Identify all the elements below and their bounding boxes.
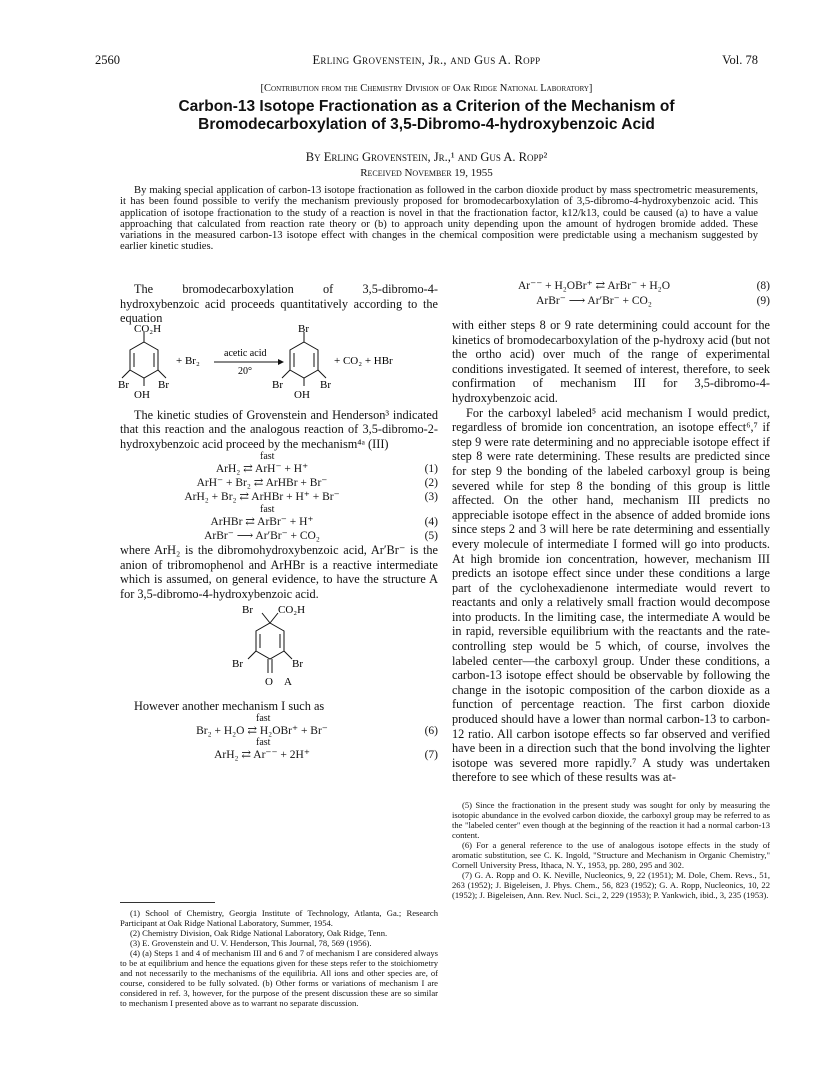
right-equations xyxy=(452,279,770,308)
reaction-scheme xyxy=(118,322,438,408)
title-line-1: Carbon-13 Isotope Fractionation as a Criterion of the Mechanism of xyxy=(178,98,675,115)
scheme-br-right-1: Br xyxy=(272,378,283,391)
footnote-1: (1) School of Chemistry, Georgia Institute of Technology, Atlanta, Ga.; Research Participant at Oak Ridge National Laboratory, Summer, 1954. xyxy=(120,908,438,928)
right-column xyxy=(452,318,770,785)
scheme-products: + CO₂ + HBr xyxy=(334,354,393,367)
scheme-br-left-2: Br xyxy=(158,378,169,391)
footnotes-left xyxy=(120,908,438,1008)
eq4-expr: ArHBr ⇄ ArBr⁻ + H⁺ xyxy=(210,515,314,528)
structA-br-top: Br xyxy=(242,604,253,617)
eq6-expr: Br₂ + H₂O ⇄ H₂OBr⁺ + Br⁻ xyxy=(196,725,328,738)
scheme-plus-br2: + Br₂ xyxy=(176,354,200,367)
right-paragraph-2: For the carboxyl labeled⁵ acid mechanism I would predict, regardless of bromide ion concentration, an isotope effect⁶,⁷ if step 9 were rate determining and no appreciable isotope effect if step 8 were rate determining. These results are predicted since for step 9 the bonding of the labeled carboxyl group is being severed while for step 8 the bonding of this group is little affected. On the other hand, mechanism III predicts no appreciable isotope effect in the absence of added bromide ions since steps 2 and 3 will here be rate determining and essentially every molecule of intermediate I formed will go into products. At high bromide ion concentration, however, mechanism III predicts an isotope effect since under these conditions a large part of the cyclohexadienone intermediate would revert to reactants and only a relatively small fraction would decompose into products. In the limiting case, the intermediate A would be in rapid, reversible equilibrium with the reactants and the rate-controlling step would be 5 which, of course, involves the labeled center—the carboxyl group. Under these conditions, a carbon-13 isotope effect should be observable by following the change in the isotopic composition of the carbon dioxide as a function of percentage reaction. The first carbon dioxide produced should have a lower than normal carbon-13 to carbon-12 ratio. All carbon isotope effects so far observed and verified have been in a direction such that the bond involving the lighter isotope was severed more rapidly.⁷ A study was undertaken therefore to see which of these results was at- xyxy=(452,405,770,785)
footnote-7: (7) G. A. Ropp and O. K. Neville, Nucleonics, 9, 22 (1951); M. Dole, Chem. Revs., 51, 263 (1952); J. Bigeleisen, J. Phys. Chem., 56, 823 (1952); G. A. Ropp, Nucleonics, 10, 22 (1952); J. Bigeleisen, Ann. Rev. Nucl. Sci., 2, 229 (1953); P. Yankwich, ibid., 3, 235 (1953). xyxy=(452,870,770,900)
footnote-5: (5) Since the fractionation in the present study was sought for only by measuring the isotopic abundance in the evolved carbon dioxide, the carboxyl group may be referred to as the "labeled center" even though at the beginning of the reaction it had a normal carbon-13 content. xyxy=(452,800,770,840)
equation-2 xyxy=(120,476,438,491)
structA-br-right: Br xyxy=(292,658,303,671)
eq7-expr: ArH₂ ⇄ Ar⁻⁻ + 2H⁺ xyxy=(214,749,310,762)
left-column xyxy=(120,282,438,762)
scheme-oh-left: OH xyxy=(134,388,150,401)
footnote-rule xyxy=(120,902,215,903)
eq3-expr: ArH₂ + Br₂ ⇄ ArHBr + H⁺ + Br⁻ xyxy=(184,491,340,504)
paper-title xyxy=(95,98,758,134)
footnote-6: (6) For a general reference to the use of analogous isotope effects in the study of aromatic substitution, see C. K. Ingold, "Structure and Mechanism in Organic Chemistry," Cornell University Press, Ithaca, N. Y., 1953, pp. 280, 295 and 302. xyxy=(452,840,770,870)
eq9-number: (9) xyxy=(756,294,770,307)
footnote-4: (4) (a) Steps 1 and 4 of mechanism III and 6 and 7 of mechanism I are considered always to be at equilibrium and hence the equations given for these steps refer to the stoichiometry and not necessarily to the mechanisms of the equilibria. All ions and other species are, of course, considered to be fully solvated. (b) Other forms or variations of mechanism I are considered in ref. 3, however, for the purpose of the present discussion these are so similar to mechanism I presented above as to warrant no separate discussion. xyxy=(120,948,438,1008)
mechanism-iii-equations xyxy=(120,452,438,544)
structure-a xyxy=(120,601,438,699)
received-date: Received November 19, 1955 xyxy=(360,167,493,179)
volume-label: Vol. 78 xyxy=(722,53,758,67)
eq8-expr: Ar⁻⁻ + H₂OBr⁺ ⇄ ArBr⁻ + H₂O xyxy=(517,280,670,292)
equation-6 xyxy=(120,714,438,738)
eq3-number: (3) xyxy=(424,491,438,504)
structA-label: A xyxy=(284,676,292,689)
equation-3 xyxy=(120,490,438,505)
eq6-fast-label: fast xyxy=(256,713,271,725)
byline: By Erling Grovenstein, Jr.,¹ and Gus A. Ropp² xyxy=(305,150,548,164)
equation-7 xyxy=(120,738,438,762)
contribution-line: [Contribution from the Chemistry Division of Oak Ridge National Laboratory] xyxy=(260,83,593,94)
eq1-number: (1) xyxy=(424,462,438,475)
page-number: 2560 xyxy=(95,53,120,67)
right-paragraph-1: with either steps 8 or 9 rate determining could account for the kinetics of bromodecarboxylation of the p-hydroxy acid (but not the ortho acid) over much of the range of experimental conditions investigated. It seemed of interest, therefore, to seek confirmation of mechanism III for 3,5-dibromo-4-hydroxybenzoic acid. xyxy=(452,318,770,405)
eq7-fast-label: fast xyxy=(256,737,271,749)
eq2-number: (2) xyxy=(424,476,438,489)
eq9-expr: ArBr⁻ ⟶ Ar′Br⁻ + CO₂ xyxy=(536,294,652,307)
equation-5 xyxy=(120,529,438,544)
eq7-number: (7) xyxy=(424,749,438,762)
structA-oxygen: O xyxy=(265,676,273,689)
abstract: By making special application of carbon-13 isotope fractionation as followed in the carbon dioxide product by mass spectrometric measurements, it has been found possible to verify the mechanism previously proposed for bromodecarboxylation of 3,5-dibromo-4-hydroxybenzoic acid. This application of isotope fractionation to the study of a reaction is novel in that the fractionation factor, k12/k13, could be caused (a) to have a value approaching that calculated from reaction rate theory or (b) to approach unity depending upon the amount of hydrogen bromide added. These variations in the measured carbon-13 isotope effect with changes in the chemical composition were predictable using a mechanism suggested by earlier kinetic studies. xyxy=(120,185,758,253)
eq5-expr: ArBr⁻ ⟶ Ar′Br⁻ + CO₂ xyxy=(204,529,320,542)
left-paragraph-2: The kinetic studies of Grovenstein and Henderson³ indicated that this reaction and the analogous reaction of 3,5-dibromo-2-hydroxybenzoic acid proceed by the mechanism⁴ᵃ (III) xyxy=(120,407,438,451)
running-header xyxy=(95,53,758,69)
equation-4 xyxy=(120,505,438,529)
structA-co2h: CO₂H xyxy=(278,604,306,617)
eq8-number: (8) xyxy=(756,280,770,292)
footnotes-right xyxy=(452,800,770,900)
eq2-expr: ArH⁻ + Br₂ ⇄ ArHBr + Br⁻ xyxy=(196,476,328,489)
scheme-br-top: Br xyxy=(298,322,309,335)
footnote-3: (3) E. Grovenstein and U. V. Henderson, This Journal, 78, 569 (1956). xyxy=(130,938,372,948)
equation-1 xyxy=(120,452,438,476)
left-paragraph-4: However another mechanism I such as xyxy=(134,699,325,714)
eq1-expr: ArH₂ ⇄ ArH⁻ + H⁺ xyxy=(215,462,309,475)
title-line-2: Bromodecarboxylation of 3,5-Dibromo-4-hydroxybenzoic Acid xyxy=(198,116,655,133)
scheme-br-left-1: Br xyxy=(118,378,129,391)
left-paragraph-3: where ArH₂ is the dibromohydroxybenzoic acid, Ar′Br⁻ is the anion of tribromophenol and ArHBr is a reactive intermediate which is assumed, on general evidence, to have the structure A for 3,5-dibromo-4-hydroxybenzoic acid. xyxy=(120,543,438,601)
eq4-fast-label: fast xyxy=(260,503,275,515)
footnote-2: (2) Chemistry Division, Oak Ridge National Laboratory, Oak Ridge, Tenn. xyxy=(130,928,388,938)
scheme-co2h: CO₂H xyxy=(134,322,162,335)
equation-8 xyxy=(452,279,770,294)
scheme-oh-right: OH xyxy=(294,388,310,401)
eq4-number: (4) xyxy=(424,515,438,528)
left-paragraph-1: The bromodecarboxylation of 3,5-dibromo-4-hydroxybenzoic acid proceeds quantitatively according to the equation xyxy=(120,282,438,326)
eq1-fast-label: fast xyxy=(260,450,275,462)
structA-br-left: Br xyxy=(232,658,243,671)
scheme-temp: 20° xyxy=(238,365,252,377)
running-authors: Erling Grovenstein, Jr., and Gus A. Ropp xyxy=(312,53,541,67)
scheme-br-right-2: Br xyxy=(320,378,331,391)
eq6-number: (6) xyxy=(424,725,438,738)
eq5-number: (5) xyxy=(424,529,438,542)
equation-9 xyxy=(452,294,770,309)
scheme-reagent: acetic acid xyxy=(224,347,267,359)
mechanism-i-equations xyxy=(120,714,438,762)
